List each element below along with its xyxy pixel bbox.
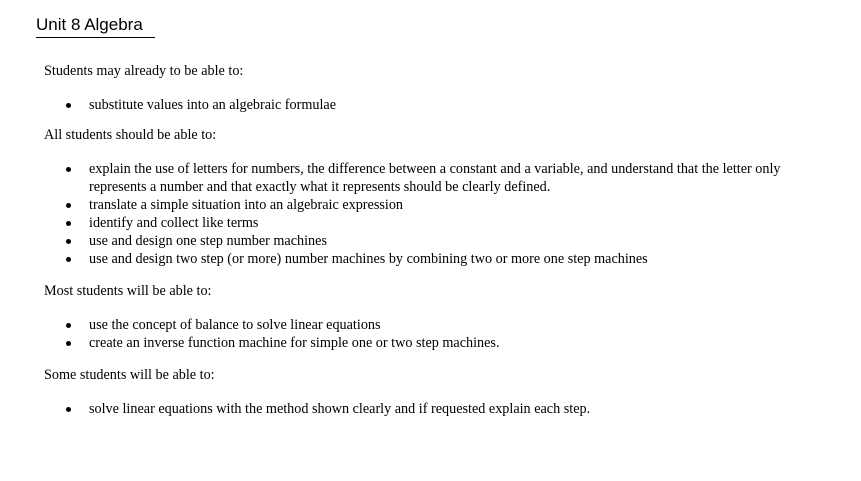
list-item: solve linear equations with the method shown clearly and if requested explain each step. — [44, 400, 824, 418]
list-item: create an inverse function machine for simple one or two step machines. — [44, 334, 824, 352]
section-label-all-students: All students should be able to: — [44, 127, 217, 143]
document-body — [44, 62, 824, 418]
list-item: explain the use of letters for numbers, the difference between a constant and a variable, and understand that the letter only represents a number and that exactly what it represents should be clearly defined. — [44, 160, 824, 196]
list-item: use and design one step number machines — [44, 232, 824, 250]
list-item: identify and collect like terms — [44, 214, 824, 232]
bullet-list-all-students — [44, 160, 824, 268]
list-item: use the concept of balance to solve linear equations — [44, 316, 824, 334]
list-item: substitute values into an algebraic formulae — [44, 96, 824, 114]
section-label-some-students: Some students will be able to: — [44, 367, 215, 383]
bullet-list-most-students — [44, 316, 824, 352]
section-label-already-able: Students may already to be able to: — [44, 63, 244, 79]
section-label-most-students: Most students will be able to: — [44, 283, 212, 299]
list-item: use and design two step (or more) number machines by combining two or more one step machines — [44, 250, 824, 268]
page-title: Unit 8 Algebra — [36, 14, 155, 38]
bullet-list-already-able — [44, 96, 824, 114]
list-item: translate a simple situation into an algebraic expression — [44, 196, 824, 214]
bullet-list-some-students — [44, 400, 824, 418]
